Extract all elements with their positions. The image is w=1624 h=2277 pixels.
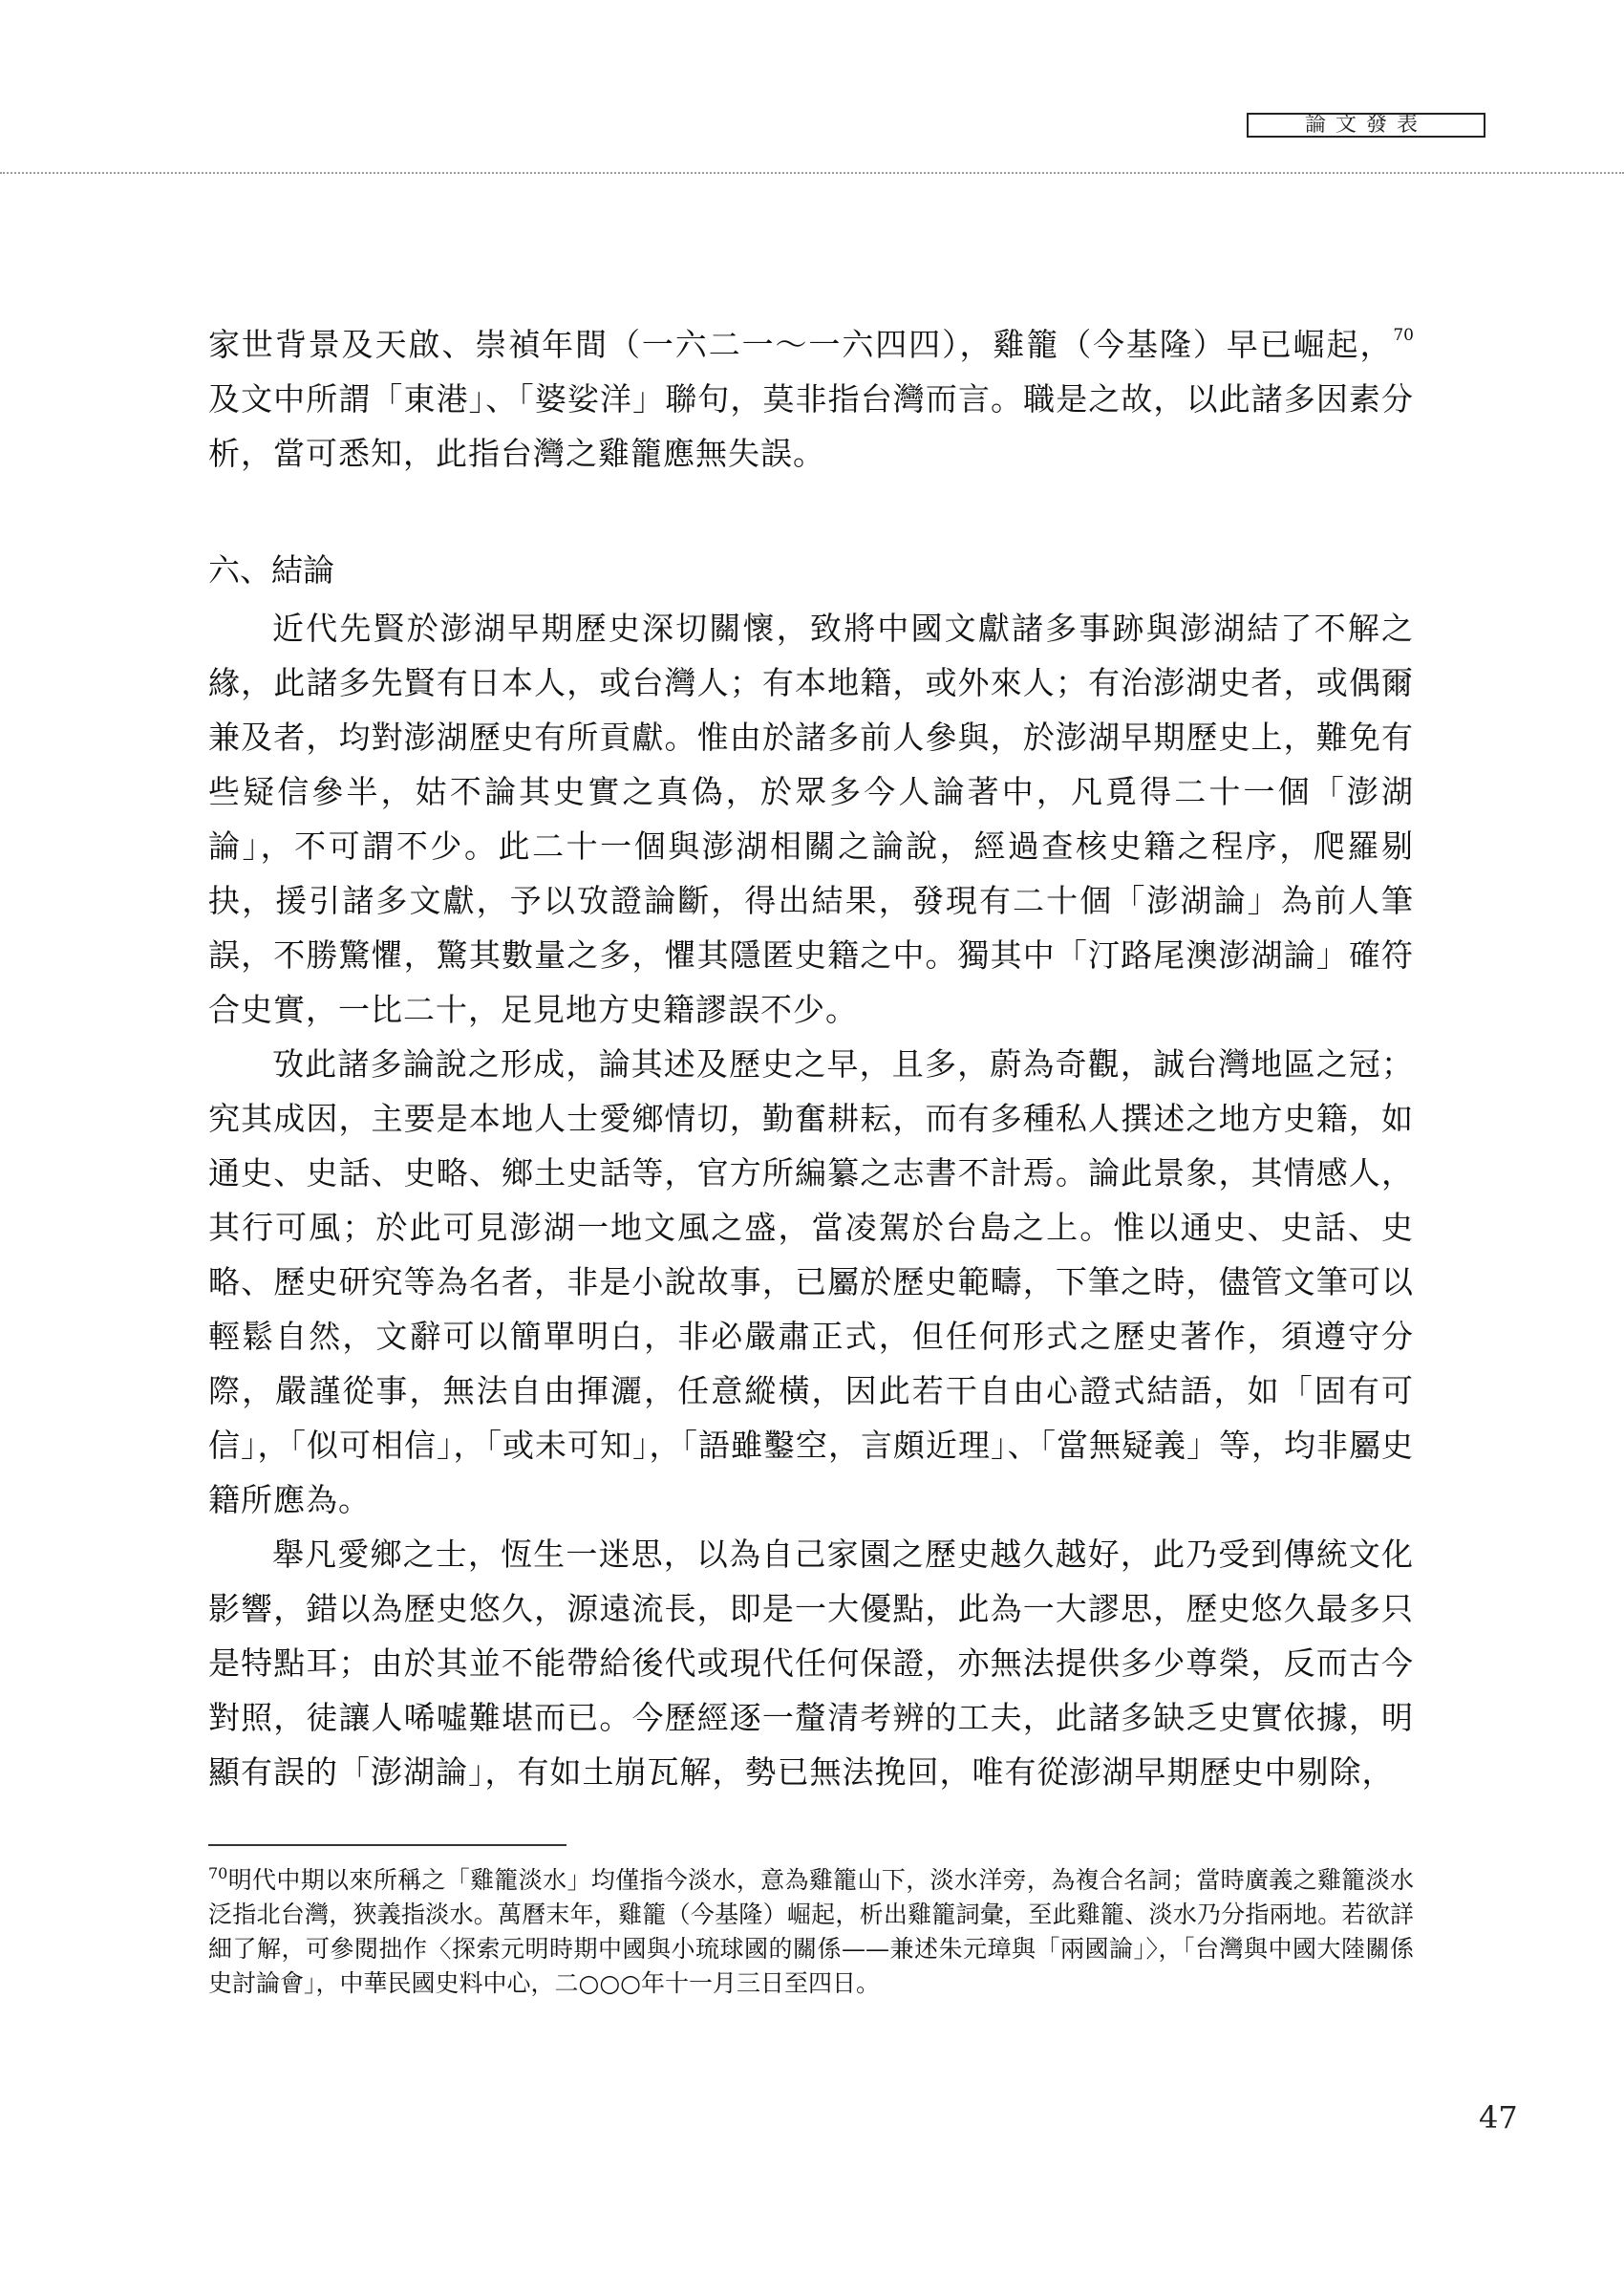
paragraph-3: 攷此諸多論說之形成，論其述及歷史之早，且多，蔚為奇觀，誠台灣地區之冠；究其成因，主要是本地人士愛鄉情切，勤奮耕耘，而有多種私人撰述之地方史籍，如通史、史話、史略、鄉土史話等，官方所編纂之志書不計焉。論此景象，其情感人，其行可風；於此可見澎湖一地文風之盛，當凌駕於台島之上。惟以通史、史話、史略、歷史研究等為名者，非是小說故事，已屬於歷史範疇，下筆之時，儘管文筆可以輕鬆自然，文辭可以簡單明白，非必嚴肅正式，但任何形式之歷史著作，須遵守分際，嚴謹從事，無法自由揮灑，任意縱橫，因此若干自由心證式結語，如「固有可信」，「似可相信」，「或未可知」，「語雖鑿空，言頗近理」、「當無疑義」等，均非屬史籍所應為。 [208, 1045, 1414, 1518]
section-label: 論文發表 [1304, 113, 1427, 137]
footnote [208, 1863, 1414, 2001]
paragraph-continuation [208, 317, 1414, 481]
main-text [208, 317, 1414, 1799]
paragraph-4: 舉凡愛鄉之士，恆生一迷思，以為自己家園之歷史越久越好，此乃受到傳統文化影響，錯以為歷史悠久，源遠流長，即是一大優點，此為一大謬思，歷史悠久最多只是特點耳；由於其並不能帶給後代或現代任何保證，亦無法提供多少尊榮，反而古今對照，徒讓人唏噓難堪而已。今歷經逐一釐清考辨的工夫，此諸多缺乏史實依據，明顯有誤的「澎湖論」，有如土崩瓦解，勢已無法挽回，唯有從澎湖早期歷史中剔除， [208, 1536, 1414, 1791]
page-number: 47 [1479, 2099, 1518, 2136]
paragraph-2: 近代先賢於澎湖早期歷史深切關懷，致將中國文獻諸多事跡與澎湖結了不解之緣，此諸多先賢有日本人，或台灣人；有本地籍，或外來人；有治澎湖史者，或偶爾兼及者，均對澎湖歷史有所貢獻。惟由於諸多前人參與，於澎湖早期歷史上，難免有些疑信參半，姑不論其史實之真偽，於眾多今人論著中，凡覓得二十一個「澎湖論」，不可謂不少。此二十一個與澎湖相關之論說，經過查核史籍之程序，爬羅剔抉，援引諸多文獻，予以攷證論斷，得出結果，發現有二十個「澎湖論」為前人筆誤，不勝驚懼，驚其數量之多，懼其隱匿史籍之中。獨其中「汀路尾澳澎湖論」確符合史實，一比二十，足見地方史籍謬誤不少。 [208, 610, 1414, 1028]
paragraph-1-text-before-ref: 家世背景及天啟、崇禎年間（一六二一～一六四四），雞籠（今基隆）早已崛起， [208, 326, 1394, 363]
footnote-reference[interactable]: 70 [1393, 326, 1414, 345]
section-heading: 六、結論 [208, 551, 334, 589]
footnote-number: 70 [208, 1864, 228, 1882]
paragraph-1-text-after-ref: 及文中所謂「東港」、「婆娑洋」聯句，莫非指台灣而言。職是之故，以此諸多因素分析，當可悉知，此指台灣之雞籠應無失誤。 [208, 380, 1414, 472]
footnote-text: 明代中期以來所稱之「雞籠淡水」均僅指今淡水，意為雞籠山下，淡水洋旁，為複合名詞；當時廣義之雞籠淡水泛指北台灣，狹義指淡水。萬曆末年，雞籠（今基隆）崛起，析出雞籠詞彙，至此雞籠、淡水乃分指兩地。若欲詳細了解，可參閱拙作〈探索元明時期中國與小琉球國的關係——兼述朱元璋與「兩國論」〉，「台灣與中國大陸關係史討論會」，中華民國史料中心，二○○○年十一月三日至四日。 [208, 1866, 1414, 1997]
header-dotted-rule [0, 172, 1624, 174]
section-label-box [1247, 113, 1485, 138]
footnote-separator [208, 1844, 566, 1846]
